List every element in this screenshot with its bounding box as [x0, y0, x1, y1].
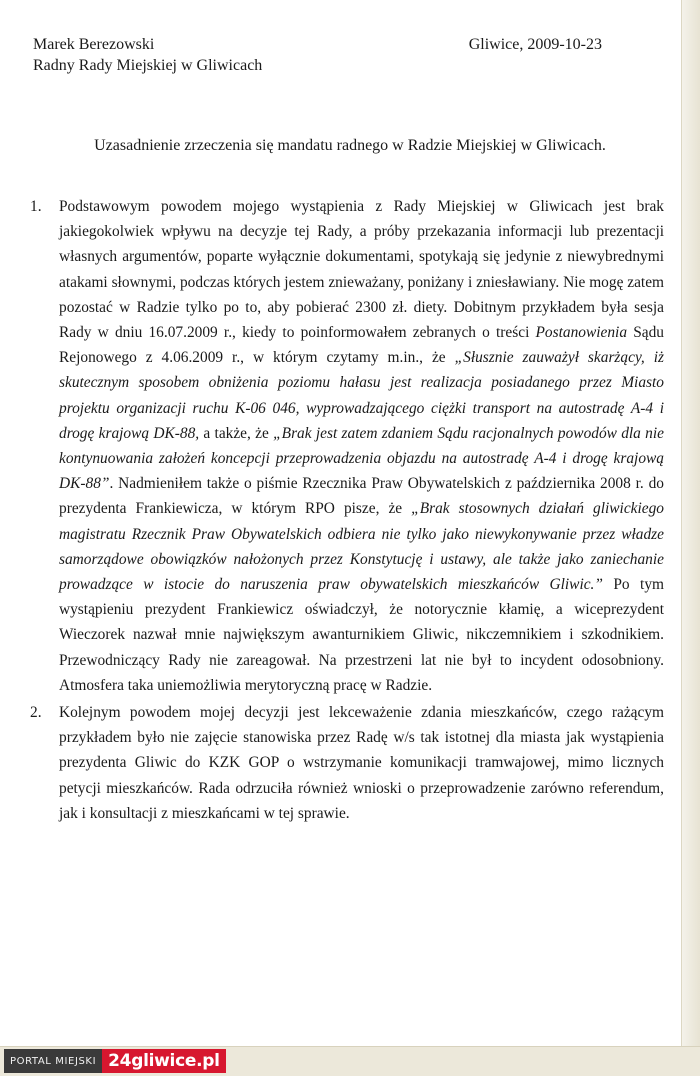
author-role: Radny Rady Miejskiej w Gliwicach	[33, 57, 263, 74]
author-block	[33, 34, 262, 76]
text-segment: a także, że	[199, 424, 274, 442]
document-title: Uzasadnienie zrzeczenia się mandatu radnego w Radzie Miejskiej w Gliwicach.	[94, 137, 606, 154]
quoted-text: „Brak stosownych działań gliwickiego magistratu Rzecznik Praw Obywatelskich odbiera nie tylko jako niewykonywanie przez władze samorządowe obowiązków nałożonych przez Konstytucję i ustawy, ale także jako zaniechanie prowadzące w istocie do naruszenia praw obywatelskich mieszkańców Gliwic.”	[59, 500, 664, 594]
list-item	[30, 194, 664, 698]
portal-logo[interactable]	[4, 1049, 226, 1073]
list-item-text	[59, 704, 664, 822]
portal-label: PORTAL MIEJSKI	[4, 1049, 102, 1073]
page-edge	[681, 0, 700, 1046]
list-item-text	[59, 198, 664, 694]
numbered-list	[30, 194, 664, 828]
text-segment: Sądu Rejonowego z 4.06.2009 r., w którym czytamy m.in., że	[59, 324, 664, 367]
author-name: Marek Berezowski	[33, 36, 155, 53]
text-segment: Kolejnym powodem mojej decyzji jest lekceważenie zdania mieszkańców, czego rażącym przykładem było nie zajęcie stanowiska przez Radę w/s tak istotnej dla miasta jak wystąpienia prezydenta Gliwic do KZK GOP o wstrzymanie komunikacji tramwajowej, mimo licznych petycji mieszkańców. Rada odrzuciła również wnioski o przeprowadzenie zarówno referendum, jak i konsultacji z mieszkańcami w tej sprawie.	[59, 704, 664, 822]
text-segment: Podstawowym powodem mojego wystąpienia z Rady Miejskiej w Gliwicach jest brak jakiegokolwiek wpływu na decyzje tej Rady, a próby przekazania informacji lub prezentacji własnych argumentów, poparte wyłącznie dokumentami, spotykają się jedynie z niewybrednymi atakami słownymi, podczas których jestem znieważany, poniżany i zniesławiany. Nie mogę zatem pozostać w Radzie tylko po to, aby pobierać 2300 zł. diety. Dobitnym przykładem była sesja Rady w dniu 16.07.2009 r., kiedy to poinformowałem zebranych o treści	[59, 198, 664, 342]
place-date: Gliwice, 2009-10-23	[468, 36, 602, 53]
text-segment: Po tym wystąpieniu prezydent Frankiewicz oświadczył, że notorycznie kłamię, a wiceprezydent Wieczorek nazwał mnie największym awanturnikiem Gliwic, nikczemnikiem i szkodnikiem. Przewodniczący Rady nie zareagował. Na przestrzeni lat nie był to incydent odosobniony. Atmosfera taka uniemożliwia merytoryczną pracę w Radzie.	[59, 576, 664, 694]
quoted-text: „Słusznie zauważył skarżący, iż skutecznym sposobem obniżenia poziomu hałasu jest realizacja posiadanego przez Miasto projektu organizacji ruchu K-06 046, wyprowadzającego ciężki transport na autostradę A-4 i drogę krajową DK-88,	[59, 349, 664, 442]
text-segment: . Nadmieniłem także o piśmie Rzecznika Praw Obywatelskich z października 2008 r. do prezydenta Frankiewicza, w którym RPO pisze, że	[59, 475, 664, 518]
quoted-text: „Brak jest zatem zdaniem Sądu racjonalnych powodów dla nie kontynuowania założeń koncepcji przeprowadzenia objazdu na autostradę A-4 i drogę krajową DK-88”	[59, 424, 664, 493]
quoted-text: Postanowienia	[535, 324, 628, 342]
list-item-number: 1.	[30, 198, 42, 215]
list-item	[30, 700, 664, 826]
site-name: 24gliwice.pl	[102, 1049, 225, 1073]
footer-bar	[0, 1046, 700, 1076]
list-item-number: 2.	[30, 704, 42, 722]
